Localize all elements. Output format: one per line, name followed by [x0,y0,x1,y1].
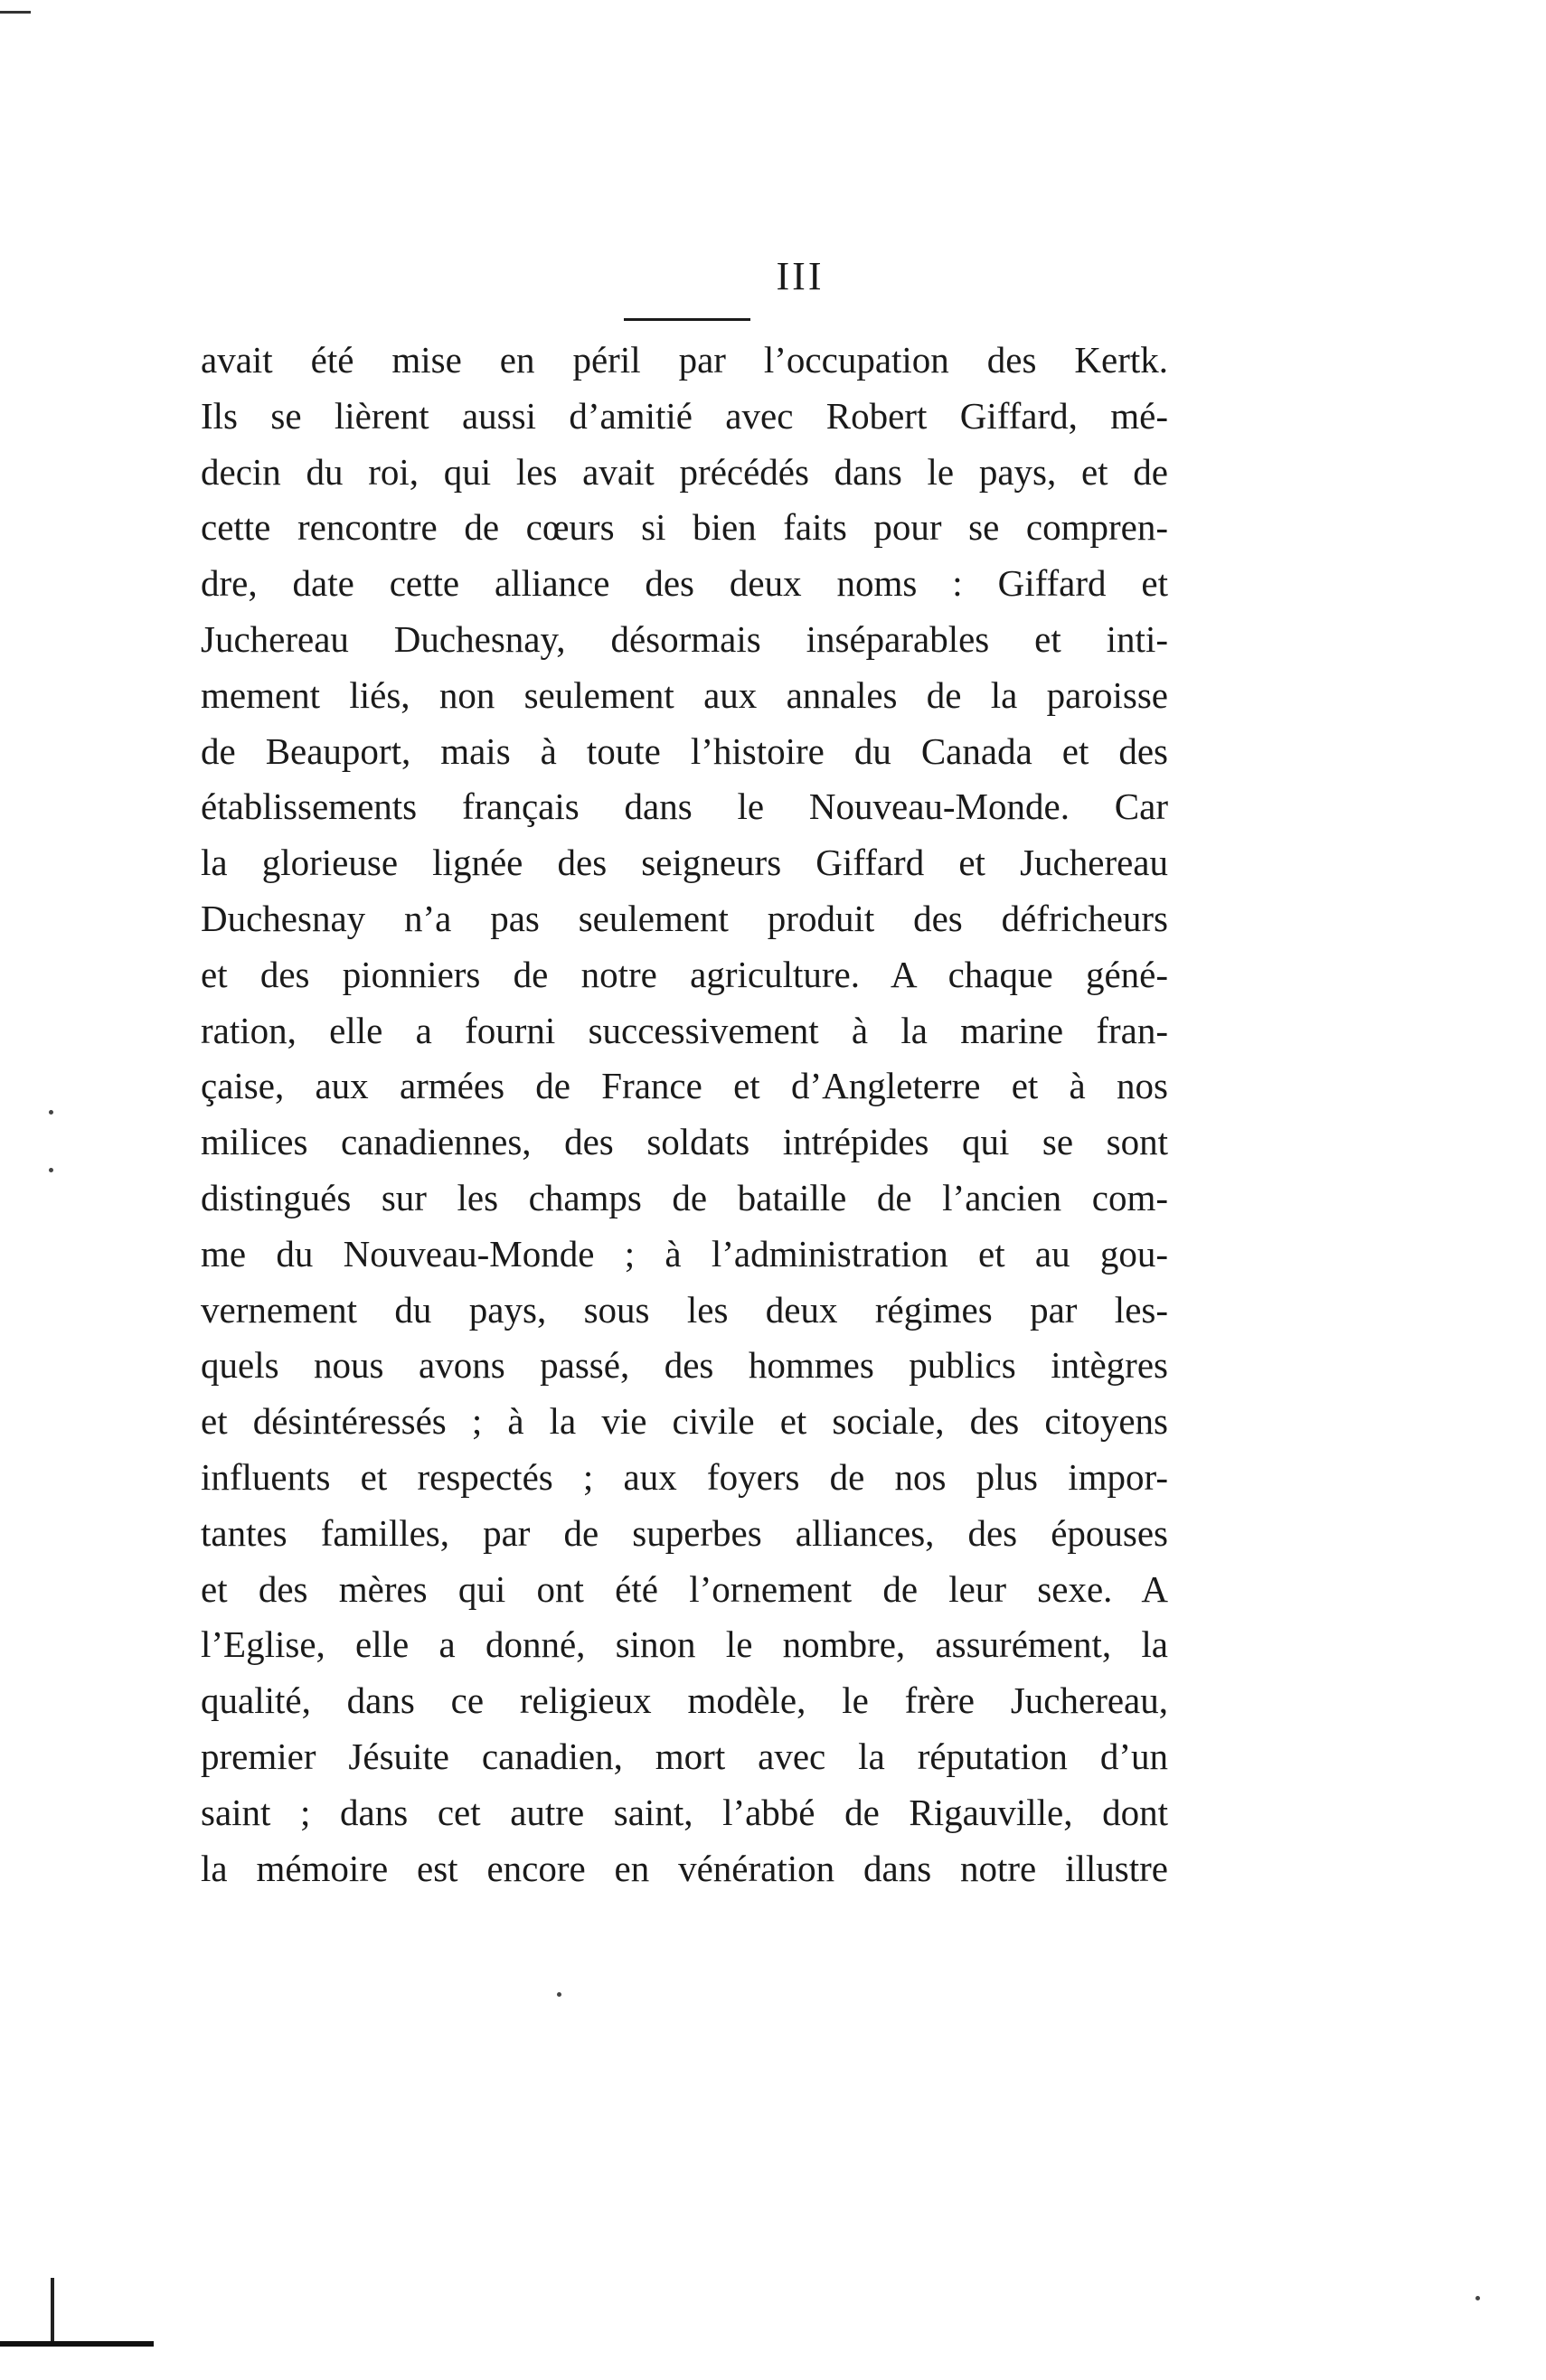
text-line: saint ; dans cet autre saint, l’abbé de Rigauville, dont [201,1791,1168,1833]
scan-speck [49,1110,53,1115]
text-line: distingués sur les champs de bataille de l’ancien com- [201,1176,1168,1218]
text-line: Juchereau Duchesnay, désormais inséparables et inti- [201,617,1168,660]
text-line: dre, date cette alliance des deux noms : Giffard et [201,562,1168,605]
binding-edge [0,2341,154,2347]
text-line: l’Eglise, elle a donné, sinon le nombre, assurément, la [201,1623,1168,1666]
text-line: et des mères qui ont été l’ornement de leur sexe. A [201,1567,1168,1610]
body-text [201,333,1168,1896]
text-line: premier Jésuite canadien, mort avec la réputation d’un [201,1735,1168,1777]
text-line: milices canadiennes, des soldats intrépides qui se sont [201,1121,1168,1163]
scan-corner-mark [0,11,31,14]
text-line: quels nous avons passé, des hommes publics intègres [201,1344,1168,1387]
binding-edge-vertical [51,2278,54,2347]
text-line: cette rencontre de cœurs si bien faits pour se compren- [201,506,1168,549]
text-line: tantes familles, par de superbes alliances, des épouses [201,1511,1168,1554]
header-rule [624,318,750,321]
text-line: de Beauport, mais à toute l’histoire du Canada et des [201,729,1168,772]
text-line: çaise, aux armées de France et d’Angleterre et à nos [201,1065,1168,1107]
text-line: Duchesnay n’a pas seulement produit des défricheurs [201,897,1168,939]
text-line: la mémoire est encore en vénération dans notre illustre [201,1847,1168,1889]
text-line: vernement du pays, sous les deux régimes par les- [201,1288,1168,1331]
scan-speck [1475,2296,1480,2300]
text-line: et des pionniers de notre agriculture. A chaque géné- [201,953,1168,995]
text-line: et désintéressés ; à la vie civile et sociale, des citoyens [201,1400,1168,1443]
text-line: qualité, dans ce religieux modèle, le frère Juchereau, [201,1679,1168,1722]
scan-speck [49,1168,53,1172]
text-line: la glorieuse lignée des seigneurs Giffard et Juchereau [201,842,1168,884]
page-number [0,253,1546,299]
text-line: ration, elle a fourni successivement à la marine fran- [201,1009,1168,1051]
page-number-text: III [776,254,825,298]
text-line: influents et respectés ; aux foyers de nos plus impor- [201,1455,1168,1498]
text-line: Ils se lièrent aussi d’amitié avec Robert Giffard, mé- [201,394,1168,437]
text-line: me du Nouveau-Monde ; à l’administration et au gou- [201,1232,1168,1275]
text-line: avait été mise en péril par l’occupation des Kertk. [201,339,1168,381]
text-line: mement liés, non seulement aux annales de la paroisse [201,673,1168,716]
text-line: établissements français dans le Nouveau-Monde. Car [201,785,1168,828]
text-line: decin du roi, qui les avait précédés dans le pays, et de [201,450,1168,493]
scan-speck [557,1992,561,1997]
